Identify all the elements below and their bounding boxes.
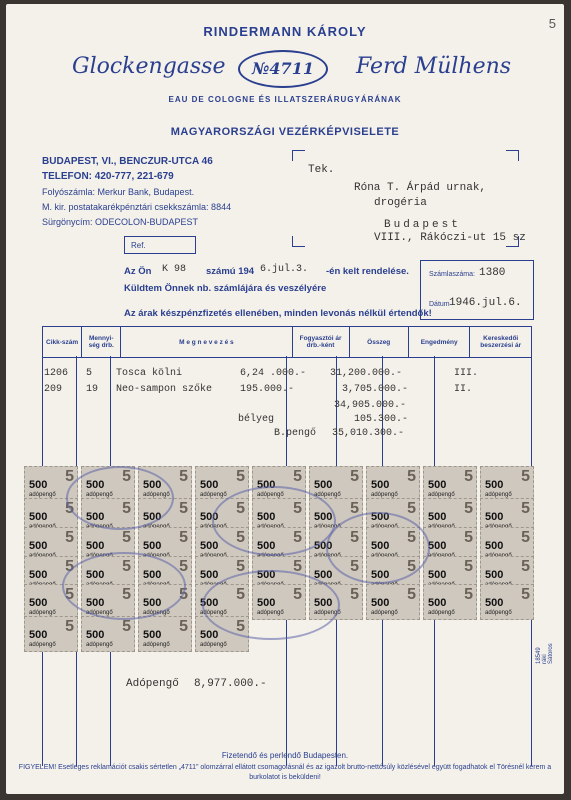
stamp-number: 5 [350, 468, 359, 485]
stamp-number: 5 [179, 468, 188, 485]
stamp-value: 500 [485, 597, 504, 609]
cancellation-mark [212, 486, 336, 556]
stamp-number: 5 [122, 558, 131, 575]
stamp-value: 500 [29, 540, 48, 552]
total-label: B.pengő [274, 428, 317, 439]
order-line3: Az árak készpénzfizetés ellenében, minden levonás nélkül értendők! [124, 308, 432, 319]
stamp-number: 5 [65, 618, 74, 635]
stamp-unit: adópengő [29, 642, 56, 648]
order-prefix: Az Ön [124, 266, 152, 277]
stamp-number: 5 [407, 558, 416, 575]
stamp-value: 500 [371, 511, 390, 523]
stamp-unit: adópengő [314, 610, 341, 616]
stamp-unit: adópengő [428, 492, 455, 498]
invoice-date-label: Dátum [429, 301, 450, 308]
order-mid: számú 194 [206, 266, 255, 277]
stamp-number: 5 [65, 468, 74, 485]
stamp-number: 5 [179, 558, 188, 575]
stamp-unit: adópengő [314, 492, 341, 498]
stamp-number: 5 [521, 468, 530, 485]
stamp-unit: adópengő [143, 642, 170, 648]
col-header-qty: Mennyi-ség drb. [82, 327, 121, 358]
stamp-duty-label: bélyeg [238, 414, 275, 425]
stamp-unit: adópengő [485, 492, 512, 498]
stamp-number: 5 [293, 586, 302, 603]
row1-unit: 6,24 .000.- [240, 368, 307, 379]
order-line2: Küldtem Önnek nb. számlájára és veszélyére [124, 283, 327, 294]
stamp-number: 5 [407, 468, 416, 485]
stamp-number: 5 [293, 468, 302, 485]
stamp-number: 5 [236, 558, 245, 575]
row1-discount: III. [454, 368, 479, 379]
stamp-number: 5 [65, 529, 74, 546]
row2-qty: 19 [86, 384, 99, 395]
stamp-unit: adópengő [29, 610, 56, 616]
stamp-number: 5 [122, 468, 131, 485]
stamp-value: 500 [143, 479, 162, 491]
stamp-number: 5 [521, 500, 530, 517]
stamp-value: 500 [200, 479, 219, 491]
stamp-number: 5 [350, 586, 359, 603]
stamp-number: 5 [122, 500, 131, 517]
stamp-value: 500 [314, 597, 333, 609]
stamp-value: 500 [143, 597, 162, 609]
invoice-date: 1946.jul.6. [449, 297, 522, 309]
stamp-value: 500 [86, 479, 105, 491]
stamp-value: 500 [200, 511, 219, 523]
sender-account: Folyószámla: Merkur Bank, Budapest. [42, 187, 195, 197]
stamp-value: 500 [257, 479, 276, 491]
stamp-number: 5 [464, 529, 473, 546]
items-table [42, 326, 532, 358]
recipient-salutation: Tek. [308, 164, 335, 176]
recipient-business: drogéria [374, 197, 427, 209]
order-number: K 98 [162, 264, 187, 275]
stamp-number: 5 [179, 529, 188, 546]
stamp-value: 500 [143, 629, 162, 641]
tax-stamp [366, 584, 420, 620]
cancellation-mark [66, 466, 174, 530]
sender-postal: M. kir. postatakarékpénztári csekkszámla: 8844 [42, 202, 232, 212]
tax-stamp [24, 616, 78, 652]
stamp-unit: adópengő [86, 642, 113, 648]
stamp-unit: adópengő [200, 642, 227, 648]
tax-stamp [480, 584, 534, 620]
stamp-number: 5 [236, 586, 245, 603]
stamp-number: 5 [350, 529, 359, 546]
printer-mark: 18549 ráki Sátoros [536, 643, 554, 664]
stamp-value: 500 [200, 569, 219, 581]
tax-stamp [480, 466, 534, 502]
stamp-value: 500 [371, 569, 390, 581]
stamp-value: 500 [428, 479, 447, 491]
stamp-number: 5 [464, 468, 473, 485]
stamp-value: 500 [29, 569, 48, 581]
stamp-number: 5 [407, 500, 416, 517]
stamp-unit: adópengő [200, 492, 227, 498]
invoice-number: 1380 [479, 267, 506, 279]
stamp-value: 500 [200, 597, 219, 609]
company-name: RINDERMANN KÁROLY [203, 24, 367, 39]
stamp-value: 500 [314, 511, 333, 523]
stamp-number: 5 [407, 529, 416, 546]
row1-name: Tosca kölni [116, 368, 183, 379]
stamp-value: 500 [428, 569, 447, 581]
stamp-number: 5 [122, 529, 131, 546]
stamp-number: 5 [293, 529, 302, 546]
stamp-unit: adópengő [485, 610, 512, 616]
sender-telegram: Sürgönycím: ODECOLON-BUDAPEST [42, 217, 199, 227]
representation-title: MAGYARORSZÁGI VEZÉRKÉPVISELETE [170, 126, 400, 138]
stamp-value: 500 [86, 511, 105, 523]
tax-stamp [423, 584, 477, 620]
stamp-value: 500 [428, 540, 447, 552]
left-brand: Glockengasse [72, 54, 226, 79]
stamp-value: 500 [86, 597, 105, 609]
stamp-unit: adópengő [257, 610, 284, 616]
stamp-number: 5 [293, 558, 302, 575]
tax-stamp [423, 466, 477, 502]
stamp-value: 500 [257, 540, 276, 552]
sender-address: BUDAPEST, VI., BENCZUR-UTCA 46 [42, 156, 213, 167]
stamp-unit: adópengő [371, 610, 398, 616]
stamp-unit: adópengő [200, 610, 227, 616]
address-bracket-tr [506, 150, 519, 161]
row2-code: 209 [44, 384, 63, 395]
stamp-unit: adópengő [257, 492, 284, 498]
row1-qty: 5 [86, 368, 93, 379]
stamp-number: 5 [350, 500, 359, 517]
subtotal: 34,905.000.- [334, 400, 407, 411]
row2-name: Neo-sampon szőke [116, 384, 213, 395]
tax-value: 8,977.000.- [194, 678, 267, 690]
stamp-number: 5 [464, 558, 473, 575]
stamp-number: 5 [65, 500, 74, 517]
address-bracket-bl [292, 236, 305, 247]
col-header-name: M e g n e v e z é s [121, 327, 292, 358]
stamp-number: 5 [236, 468, 245, 485]
stamp-value: 500 [371, 597, 390, 609]
stamp-number: 5 [179, 618, 188, 635]
row2-sum: 3,705.000.- [342, 384, 409, 395]
footer-place: Fizetendő és perlendő Budapesten. [221, 751, 349, 760]
col-header-sum: Összeg [349, 327, 408, 358]
stamp-value: 500 [485, 569, 504, 581]
cancellation-mark [202, 570, 340, 640]
right-brand: Ferd Mülhens [356, 54, 512, 79]
tax-stamp [138, 616, 192, 652]
stamp-value: 500 [200, 540, 219, 552]
footer-notice: FIGYELEM! Esetleges reklamációt csakis sértetlen „4711” olomzárral ellátott csomagolásnál és az igazolt brutto-nettósúly közlésével együtt fogadhatok el Törésnél kérem a burkolatot is beküldeni! [18, 764, 552, 781]
stamp-unit: adópengő [86, 492, 113, 498]
stamp-value: 500 [485, 540, 504, 552]
stamp-value: 500 [428, 597, 447, 609]
stamp-value: 500 [485, 479, 504, 491]
company-subtitle: EAU DE COLOGNE ÉS ILLATSZERÁRUGYÁRÁNAK [168, 95, 402, 104]
stamp-value: 500 [86, 569, 105, 581]
row1-sum: 31,200.000.- [330, 368, 403, 379]
stamp-value: 500 [257, 511, 276, 523]
stamp-value: 500 [29, 629, 48, 641]
stamp-value: 500 [371, 540, 390, 552]
stamp-value: 500 [257, 597, 276, 609]
stamp-value: 500 [314, 479, 333, 491]
col-header-unit-price: Fogyasztói ár drb.-ként [292, 327, 349, 358]
stamp-value: 500 [314, 540, 333, 552]
row1-code: 1206 [44, 368, 69, 379]
stamp-number: 5 [236, 618, 245, 635]
recipient-street: VIII., Rákóczi-ut 15 sz [374, 232, 526, 244]
row2-unit: 195.000.- [240, 384, 295, 395]
stamp-number: 5 [122, 618, 131, 635]
stamp-number: 5 [236, 500, 245, 517]
stamp-number: 5 [293, 500, 302, 517]
corner-mark: 5 [548, 16, 556, 31]
stamp-number: 5 [179, 500, 188, 517]
stamp-number: 5 [65, 558, 74, 575]
stamp-value: 500 [29, 511, 48, 523]
tax-stamp [366, 466, 420, 502]
stamp-unit: adópengő [371, 492, 398, 498]
stamp-number: 5 [122, 586, 131, 603]
recipient-city: Budapest [384, 219, 461, 231]
stamp-unit: adópengő [29, 492, 56, 498]
stamp-number: 5 [350, 558, 359, 575]
tax-label: Adópengő [126, 678, 179, 690]
stamp-value: 500 [314, 569, 333, 581]
cancellation-mark [326, 512, 430, 584]
tax-stamp [81, 616, 135, 652]
address-bracket-tl [292, 150, 305, 161]
stamp-duty: 105.300.- [354, 414, 409, 425]
invoice-document [6, 4, 564, 794]
table-header-row [43, 327, 532, 358]
stamp-number: 5 [521, 529, 530, 546]
row2-discount: II. [454, 384, 473, 395]
stamp-value: 500 [485, 511, 504, 523]
stamp-value: 500 [200, 629, 219, 641]
stamp-value: 500 [86, 540, 105, 552]
stamp-number: 5 [407, 586, 416, 603]
stamp-value: 500 [428, 511, 447, 523]
stamp-unit: adópengő [428, 610, 455, 616]
col-header-code: Cikk-szám [43, 327, 82, 358]
stamp-number: 5 [521, 558, 530, 575]
stamp-number: 5 [65, 586, 74, 603]
recipient-name: Róna T. Árpád urnak, [354, 182, 487, 194]
stamp-value: 500 [143, 511, 162, 523]
stamp-value: 500 [86, 629, 105, 641]
stamp-number: 5 [521, 586, 530, 603]
invoice-number-label: Számlaszáma: [429, 271, 475, 278]
order-suffix: -én kelt rendelése. [326, 266, 409, 277]
order-date: 6.jul.3. [260, 264, 309, 275]
stamp-number: 5 [464, 586, 473, 603]
invoice-box [420, 260, 534, 320]
brand-logo-4711: №4711 [238, 50, 328, 88]
stamp-value: 500 [29, 597, 48, 609]
stamp-value: 500 [29, 479, 48, 491]
sender-phone: TELEFON: 420-777, 221-679 [42, 171, 174, 182]
stamp-unit: adópengő [143, 610, 170, 616]
stamp-unit: adópengő [86, 610, 113, 616]
stamp-number: 5 [236, 529, 245, 546]
reference-field: Ref. [124, 236, 196, 254]
col-header-dealer-price: Kereskedői beszerzési ár [470, 327, 532, 358]
stamp-number: 5 [464, 500, 473, 517]
stamp-number: 5 [179, 586, 188, 603]
stamp-value: 500 [143, 569, 162, 581]
stamp-unit: adópengő [143, 492, 170, 498]
stamp-value: 500 [371, 479, 390, 491]
stamp-value: 500 [257, 569, 276, 581]
total: 35,010.300.- [332, 428, 405, 439]
col-header-discount: Engedmény [408, 327, 470, 358]
cancellation-mark [62, 552, 186, 620]
stamp-value: 500 [143, 540, 162, 552]
